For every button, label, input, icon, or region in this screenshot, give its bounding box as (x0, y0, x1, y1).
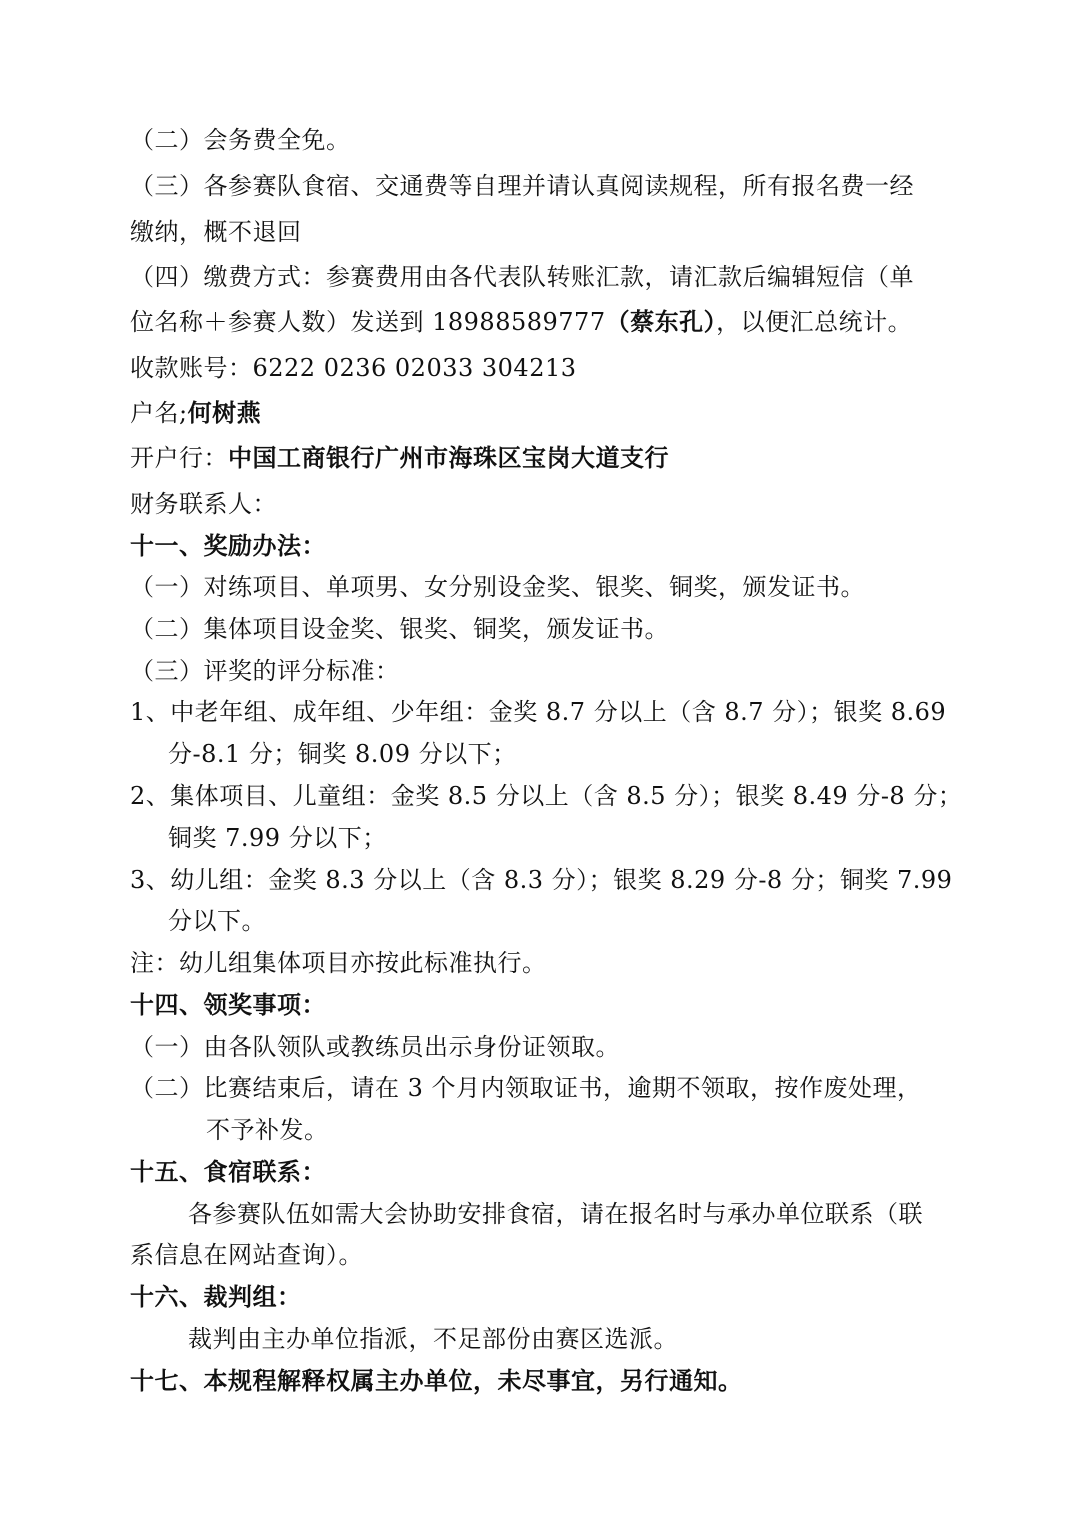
referees-heading: 十六、裁判组： (130, 1282, 302, 1311)
awards-item-3: （三）评奖的评分标准： (130, 657, 400, 685)
awards-item-1: （一）对练项目、单项男、女分别设金奖、银奖、铜奖，颁发证书。 (130, 573, 865, 601)
holder-line (130, 398, 261, 428)
awards-heading: 十一、奖励办法： (130, 531, 326, 560)
fee-item-2: （二）会务费全免。 (130, 126, 351, 154)
referees-line-1: 裁判由主办单位指派，不足部份由赛区选派。 (188, 1325, 678, 1353)
account-number: 6222 0236 02033 304213 (252, 354, 577, 382)
awards-note: 注：幼儿组集体项目亦按此标准执行。 (130, 949, 547, 977)
criteria-1-line-2: 分-8.1 分；铜奖 8.09 分以下； (168, 740, 517, 768)
fee-item-3-line-2: 缴纳，概不退回 (130, 218, 302, 246)
bank-label: 开户行： (130, 444, 228, 472)
criteria-1-line-1: 1、中老年组、成年组、少年组：金奖 8.7 分以上（含 8.7 分）；银奖 8.69 (130, 698, 947, 726)
finance-contact: 财务联系人： (130, 490, 277, 518)
criteria-2-line-1: 2、集体项目、儿童组：金奖 8.5 分以上（含 8.5 分）；银奖 8.49 分-8 分； (130, 782, 963, 810)
fee-item-4-tail: ，以便汇总统计。 (716, 308, 913, 336)
bank-name: 中国工商银行广州市海珠区宝岗大道支行 (228, 443, 669, 472)
fee-item-4-line-2 (130, 307, 912, 337)
account-label: 收款账号： (130, 354, 253, 382)
collection-item-2-line-1: （二）比赛结束后，请在 3 个月内领取证书，逾期不领取，按作废处理， (130, 1074, 922, 1102)
fee-item-3-line-1: （三）各参赛队食宿、交通费等自理并请认真阅读规程，所有报名费一经 (130, 172, 914, 200)
collection-item-1: （一）由各队领队或教练员出示身份证领取。 (130, 1033, 620, 1061)
criteria-2-line-2: 铜奖 7.99 分以下； (168, 824, 387, 852)
criteria-3-line-1: 3、幼儿组：金奖 8.3 分以上（含 8.3 分）；银奖 8.29 分-8 分；铜奖 7.99 (130, 866, 953, 894)
criteria-3-line-2: 分以下。 (168, 907, 266, 935)
contact-person: （蔡东孔） (605, 307, 717, 336)
lodging-line-2: 系信息在网站查询）。 (130, 1241, 363, 1269)
final-clause: 十七、本规程解释权属主办单位，未尽事宜，另行通知。 (130, 1366, 743, 1395)
awards-item-2: （二）集体项目设金奖、银奖、铜奖，颁发证书。 (130, 615, 669, 643)
collection-heading: 十四、领奖事项： (130, 990, 326, 1019)
bank-line (130, 443, 669, 473)
holder-name: 何树燕 (187, 398, 262, 427)
lodging-heading: 十五、食宿联系： (130, 1157, 326, 1186)
fee-item-4-line-1: （四）缴费方式：参赛费用由各代表队转账汇款，请汇款后编辑短信（单 (130, 263, 914, 291)
holder-label: 户名; (130, 399, 188, 427)
collection-item-2-line-2: 不予补发。 (206, 1116, 329, 1144)
fee-item-4-text: 位名称＋参赛人数）发送到 18988589777 (130, 308, 606, 336)
account-line (130, 353, 577, 383)
lodging-line-1: 各参赛队伍如需大会协助安排食宿，请在报名时与承办单位联系（联 (188, 1200, 923, 1228)
